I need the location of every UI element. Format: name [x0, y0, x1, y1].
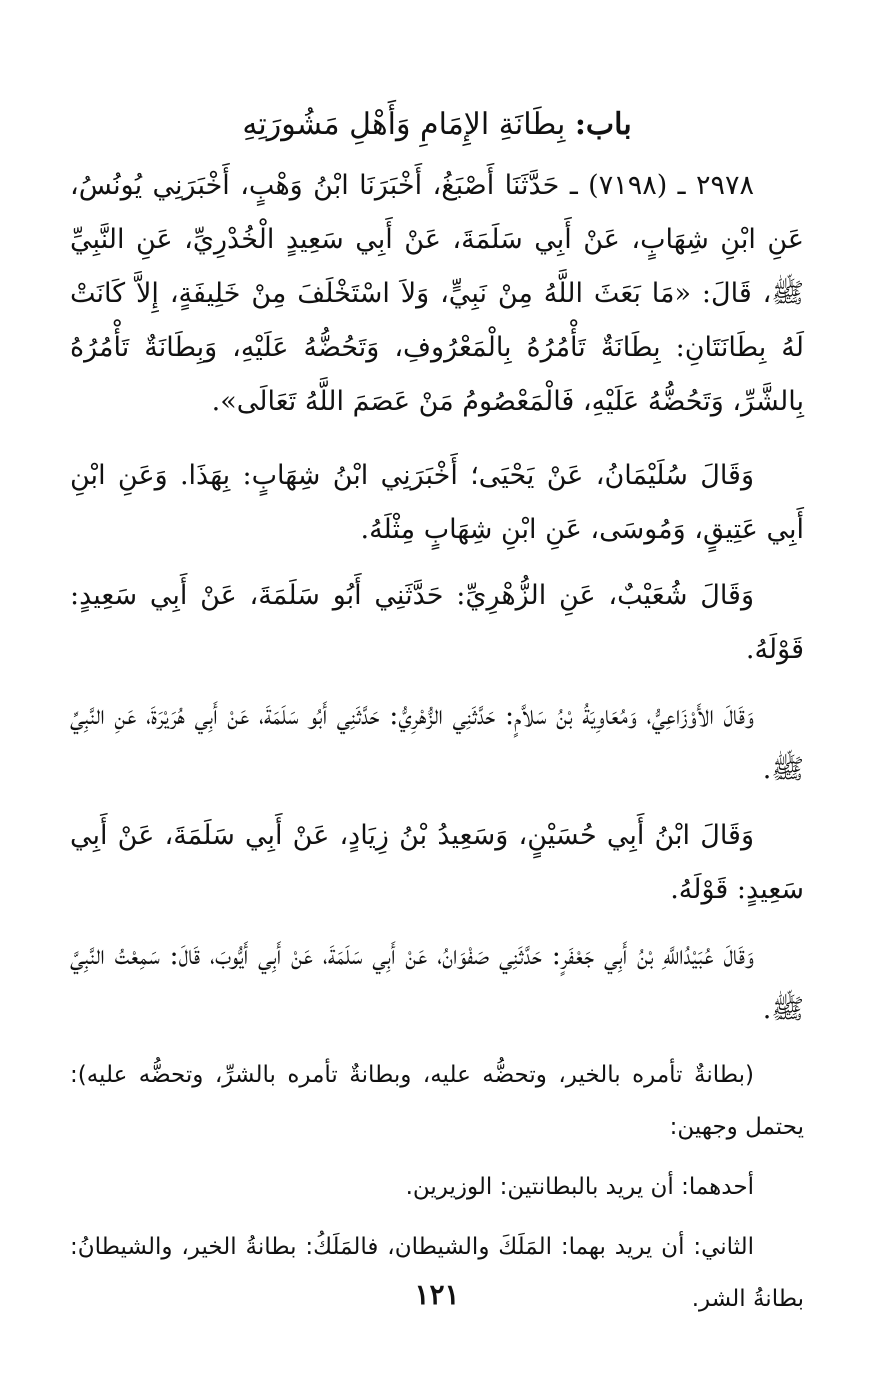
narration-paragraph-1: وَقَالَ سُلَيْمَانُ، عَنْ يَحْيَى؛ أَخْبَرَنِي ابْنُ شِهَابٍ: بِهَذَا. وَعَنِ ابْنِ أَبِي عَتِيقٍ، وَمُوسَى، عَنِ ابْنِ شِهَابٍ مِثْلَهُ. — [70, 460, 804, 545]
narration-paragraph-2: وَقَالَ شُعَيْبٌ، عَنِ الزُّهْرِيِّ: حَدَّثَنِي أَبُو سَلَمَةَ، عَنْ أَبِي سَعِيدٍ: قَوْلَهُ. — [70, 580, 804, 665]
commentary-paragraph-3: الثاني: أن يريد بهما: المَلَكَ والشيطان، فالمَلَكُ: بطانةُ الخير، والشيطانُ: بطانةُ الشر. — [70, 1234, 804, 1312]
chapter-title — [70, 95, 804, 155]
hadith-text: حَدَّثَنَا أَصْبَغُ، أَخْبَرَنَا ابْنُ وَهْبٍ، أَخْبَرَنِي يُونُسُ، عَنِ ابْنِ شِهَابٍ، عَنْ أَبِي سَلَمَةَ، عَنْ أَبِي سَعِيدٍ الْخُدْرِيِّ، عَنِ النَّبِيِّ ﷺ، قَالَ: «مَا بَعَثَ اللَّهُ مِنْ نَبِيٍّ، وَلاَ اسْتَخْلَفَ مِنْ خَلِيفَةٍ، إِلاَّ كَانَتْ لَهُ بِطَانَتَانِ: بِطَانَةٌ تَأْمُرُهُ بِالْمَعْرُوفِ، وَتَحُضُّهُ عَلَيْهِ، وَبِطَانَةٌ تَأْمُرُهُ بِالشَّرِّ، وَتَحُضُّهُ عَلَيْهِ، فَالْمَعْصُومُ مَنْ عَصَمَ اللَّهُ تَعَالَى». — [70, 170, 804, 417]
page-number: ١٢١ — [414, 1278, 460, 1311]
narration-paragraph-4: وَقَالَ ابْنُ أَبِي حُسَيْنٍ، وَسَعِيدُ بْنُ زِيَادٍ، عَنْ أَبِي سَلَمَةَ، عَنْ أَبِي سَعِيدٍ: قَوْلَهُ. — [70, 820, 804, 905]
chapter-label: باب: — [574, 107, 632, 142]
hadith-paragraph — [70, 159, 804, 429]
commentary-paragraph-2: أحدهما: أن يريد بالبطانتين: الوزيرين. — [405, 1174, 754, 1200]
hadith-number: ٢٩٧٨ ـ (٧١٩٨) ـ — [569, 170, 755, 201]
narration-paragraph-3: وَقَالَ الأَوْزَاعِيُّ، وَمُعَاوِيَةُ بْنُ سَلاَّمٍ: حَدَّثَنِي الزُّهْرِيُّ: حَدَّثَنِي أَبُو سَلَمَةَ، عَنْ أَبِي هُرَيْرَةَ، عَنِ النَّبِيِّ ﷺ. — [70, 700, 804, 785]
chapter-heading-text: بِطَانَةِ الإِمَامِ وَأَهْلِ مَشُورَتِهِ — [242, 107, 566, 142]
narration-paragraph-5: وَقَالَ عُبَيْدُاللَّهِ بْنُ أَبِي جَعْفَرٍ: حَدَّثَنِي صَفْوَانُ، عَنْ أَبِي سَلَمَةَ، عَنْ أَبِي أَيُّوبَ، قَالَ: سَمِعْتُ النَّبِيَّ ﷺ. — [70, 940, 804, 1025]
page-content — [70, 95, 804, 1333]
commentary-paragraph-1: (بطانةٌ تأمره بالخير، وتحضُّه عليه، وبطانةٌ تأمره بالشرِّ، وتحضُّه عليه): يحتمل وجهين: — [70, 1062, 804, 1140]
